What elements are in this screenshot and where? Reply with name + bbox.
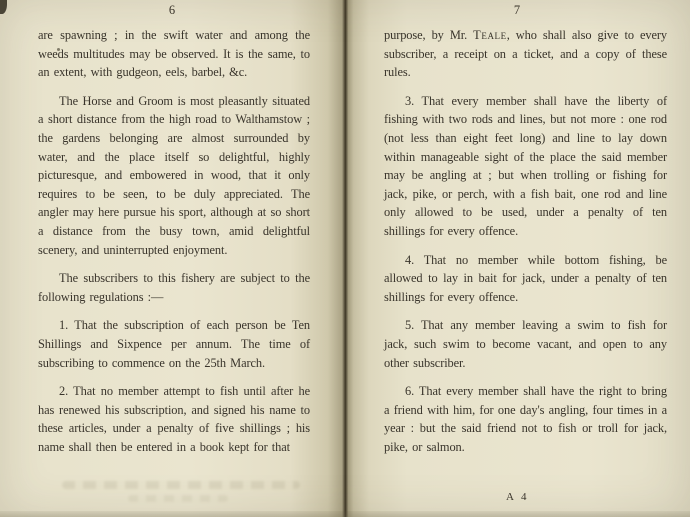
paragraph-continuation: are spawning ; in the swift water and among the weeds multitudes may be observed. It is the same, to an extent, with gudgeon, eels, barbel, &c.	[38, 28, 310, 80]
paragraph-regulations-intro: The subscribers to this fishery are subject to the following regulations :—	[38, 271, 310, 304]
page-right-text	[384, 26, 667, 466]
person-name-teale: Teale	[473, 28, 507, 42]
page-number-left: 6	[168, 3, 177, 17]
paragraph-rule-5: 5. That any member leaving a swim to fish for jack, such swim to become vacant, and open to any other subscriber.	[384, 318, 667, 370]
show-through-smudge	[62, 481, 300, 489]
paragraph-rule-2: 2. That no member attempt to fish until after he has renewed his subscription, and signed his name to these articles, under a penalty of five shillings ; his name shall then be entered in a book kept for that	[38, 384, 310, 454]
paragraph-rule-2-continuation	[384, 26, 667, 82]
page-left-text	[38, 26, 310, 466]
rule-2-continuation-text: purpose, by Mr.	[384, 28, 474, 42]
signature-mark: A 4	[505, 491, 530, 503]
show-through-smudge	[128, 495, 228, 502]
paragraph-rule-4: 4. That no member while bottom fishing, be allowed to lay in bait for jack, under a penalty of ten shillings for every offence.	[384, 252, 667, 304]
paragraph-rule-6: 6. That every member shall have the right to bring a friend with him, for one day's angling, four times in a year : but the said friend not to fish or troll for jack, pike, or salmon.	[384, 384, 667, 454]
paragraph-rule-3: 3. That every member shall have the liberty of fishing with two rods and lines, but not more : one rod (not less than eight feet long) and line to lay down within manageable sight of the place the said member may be angling at ; but when trolling or fishing for jack, pike, or perch, with a fish bait, one rod and line only allowed to be used, under a penalty of ten shillings for every offence.	[384, 93, 667, 238]
paragraph-horse-and-groom: The Horse and Groom is most pleasantly situated a short distance from the high road to Walthamstow ; the gardens belonging are almost surrounded by water, and the place itself so delightful, highly picturesque, and embowered in wood, that it only requires to be seen, to be duly appreciated. The angler may here pursue his sport, although at so short a distance from the busy town, amid delightful scenery, and uninterrupted enjoyment.	[38, 93, 310, 257]
rule-2-continuation-text: , who shall also give to every subscriber, a receipt on a ticket, and a copy of these rules.	[384, 28, 667, 80]
page-number-right: 7	[513, 3, 522, 17]
paragraph-rule-1: 1. That the subscription of each person be Ten Shillings and Sixpence per annum. The time of subscribing to commence on the 25th March.	[38, 318, 310, 370]
page-gutter-seam	[342, 0, 348, 517]
scan-bottom-edge	[0, 511, 690, 517]
